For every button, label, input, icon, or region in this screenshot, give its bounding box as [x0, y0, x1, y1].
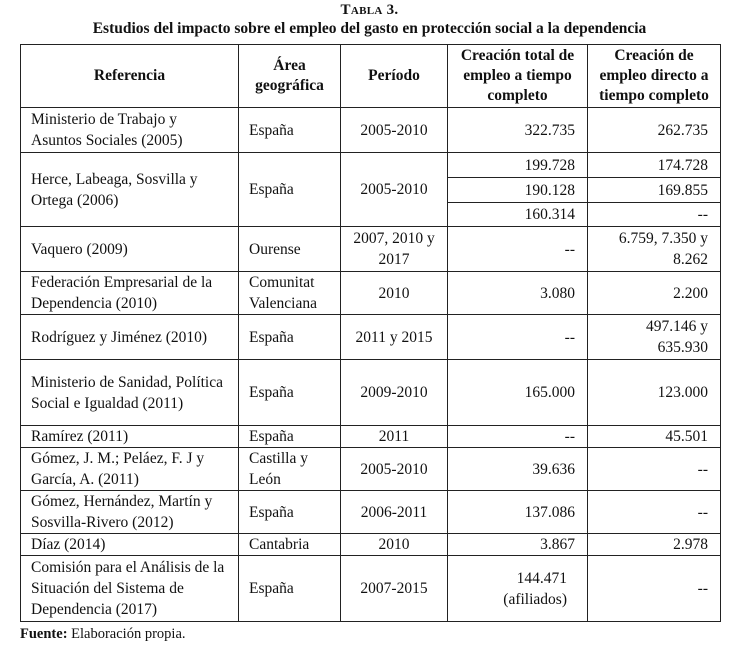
- table-row: [21, 360, 721, 426]
- ref-cell: Vaquero (2009): [21, 227, 239, 272]
- table-row: [21, 491, 721, 534]
- total-cell: --: [448, 315, 588, 360]
- period-cell: 2011 y 2015: [341, 315, 448, 360]
- direct-cell: --: [588, 448, 721, 491]
- direct-cell: 6.759, 7.350 y 8.262: [588, 227, 721, 272]
- period-cell: 2005-2010: [341, 448, 448, 491]
- area-cell: España: [239, 108, 341, 153]
- area-cell: España: [239, 556, 341, 622]
- ref-cell: Ministerio de Trabajo y Asuntos Sociales (2005): [21, 108, 239, 153]
- total-cell: 165.000: [448, 360, 588, 426]
- ref-cell: Díaz (2014): [21, 534, 239, 556]
- total-cell: --: [448, 227, 588, 272]
- total-cell: 3.080: [448, 272, 588, 315]
- direct-cell: 497.146 y 635.930: [588, 315, 721, 360]
- source-label: Fuente: [20, 626, 63, 642]
- table-title: Estudios del impacto sobre el empleo del gasto en protección social a la dependencia: [92, 20, 647, 37]
- direct-cell: --: [588, 203, 721, 227]
- table-row: [21, 534, 721, 556]
- ref-cell: Herce, Labeaga, Sosvilla y Ortega (2006): [21, 153, 239, 227]
- ref-cell: Gómez, J. M.; Peláez, F. J y García, A. (2011): [21, 448, 239, 491]
- header-area: Área geográfica: [239, 45, 341, 108]
- period-cell: 2009-2010: [341, 360, 448, 426]
- table-label: Tabla 3.: [340, 2, 399, 18]
- area-cell: Comunitat Valenciana: [239, 272, 341, 315]
- source-text: Elaboración propia.: [71, 626, 186, 642]
- table-row: [21, 108, 721, 153]
- direct-cell: 174.728: [588, 153, 721, 178]
- area-cell: España: [239, 360, 341, 426]
- area-cell: España: [239, 491, 341, 534]
- area-cell: España: [239, 153, 341, 227]
- ref-cell: Gómez, Hernández, Martín y Sosvilla-Rivero (2012): [21, 491, 239, 534]
- total-cell: 137.086: [448, 491, 588, 534]
- period-cell: 2005-2010: [341, 153, 448, 227]
- area-cell: Cantabria: [239, 534, 341, 556]
- direct-cell: 123.000: [588, 360, 721, 426]
- area-cell: España: [239, 426, 341, 448]
- header-row: [21, 45, 721, 108]
- total-cell: 160.314: [448, 203, 588, 227]
- header-periodo: Período: [341, 45, 448, 108]
- table-row: [21, 426, 721, 448]
- period-cell: 2007-2015: [341, 556, 448, 622]
- table-row: [21, 556, 721, 622]
- table-row: [21, 315, 721, 360]
- total-cell: 144.471 (afiliados): [448, 556, 588, 622]
- direct-cell: 45.501: [588, 426, 721, 448]
- period-cell: 2005-2010: [341, 108, 448, 153]
- table-row: [21, 153, 721, 178]
- header-directo: Creación de empleo directo a tiempo completo: [588, 45, 721, 108]
- ref-cell: Federación Empresarial de la Dependencia (2010): [21, 272, 239, 315]
- area-cell: Ourense: [239, 227, 341, 272]
- total-cell: 39.636: [448, 448, 588, 491]
- table-row: [21, 272, 721, 315]
- total-cell: 190.128: [448, 178, 588, 203]
- table-footer: Fuente: Elaboración propia.: [20, 626, 186, 642]
- direct-cell: --: [588, 491, 721, 534]
- ref-cell: Ramírez (2011): [21, 426, 239, 448]
- direct-cell: 2.200: [588, 272, 721, 315]
- area-cell: España: [239, 315, 341, 360]
- direct-cell: --: [588, 556, 721, 622]
- direct-cell: 2.978: [588, 534, 721, 556]
- period-cell: 2007, 2010 y 2017: [341, 227, 448, 272]
- table-row: [21, 227, 721, 272]
- ref-cell: Comisión para el Análisis de la Situación del Sistema de Dependencia (2017): [21, 556, 239, 622]
- area-cell: Castilla y León: [239, 448, 341, 491]
- employment-impact-table: [20, 44, 721, 622]
- header-total: Creación total de empleo a tiempo completo: [448, 45, 588, 108]
- total-cell: 322.735: [448, 108, 588, 153]
- table-caption: [0, 2, 739, 38]
- total-cell: --: [448, 426, 588, 448]
- direct-cell: 169.855: [588, 178, 721, 203]
- ref-cell: Rodríguez y Jiménez (2010): [21, 315, 239, 360]
- period-cell: 2010: [341, 534, 448, 556]
- period-cell: 2010: [341, 272, 448, 315]
- header-referencia: Referencia: [21, 45, 239, 108]
- table-row: [21, 448, 721, 491]
- period-cell: 2006-2011: [341, 491, 448, 534]
- total-cell: 3.867: [448, 534, 588, 556]
- ref-cell: Ministerio de Sanidad, Política Social e Igualdad (2011): [21, 360, 239, 426]
- total-cell: 199.728: [448, 153, 588, 178]
- period-cell: 2011: [341, 426, 448, 448]
- direct-cell: 262.735: [588, 108, 721, 153]
